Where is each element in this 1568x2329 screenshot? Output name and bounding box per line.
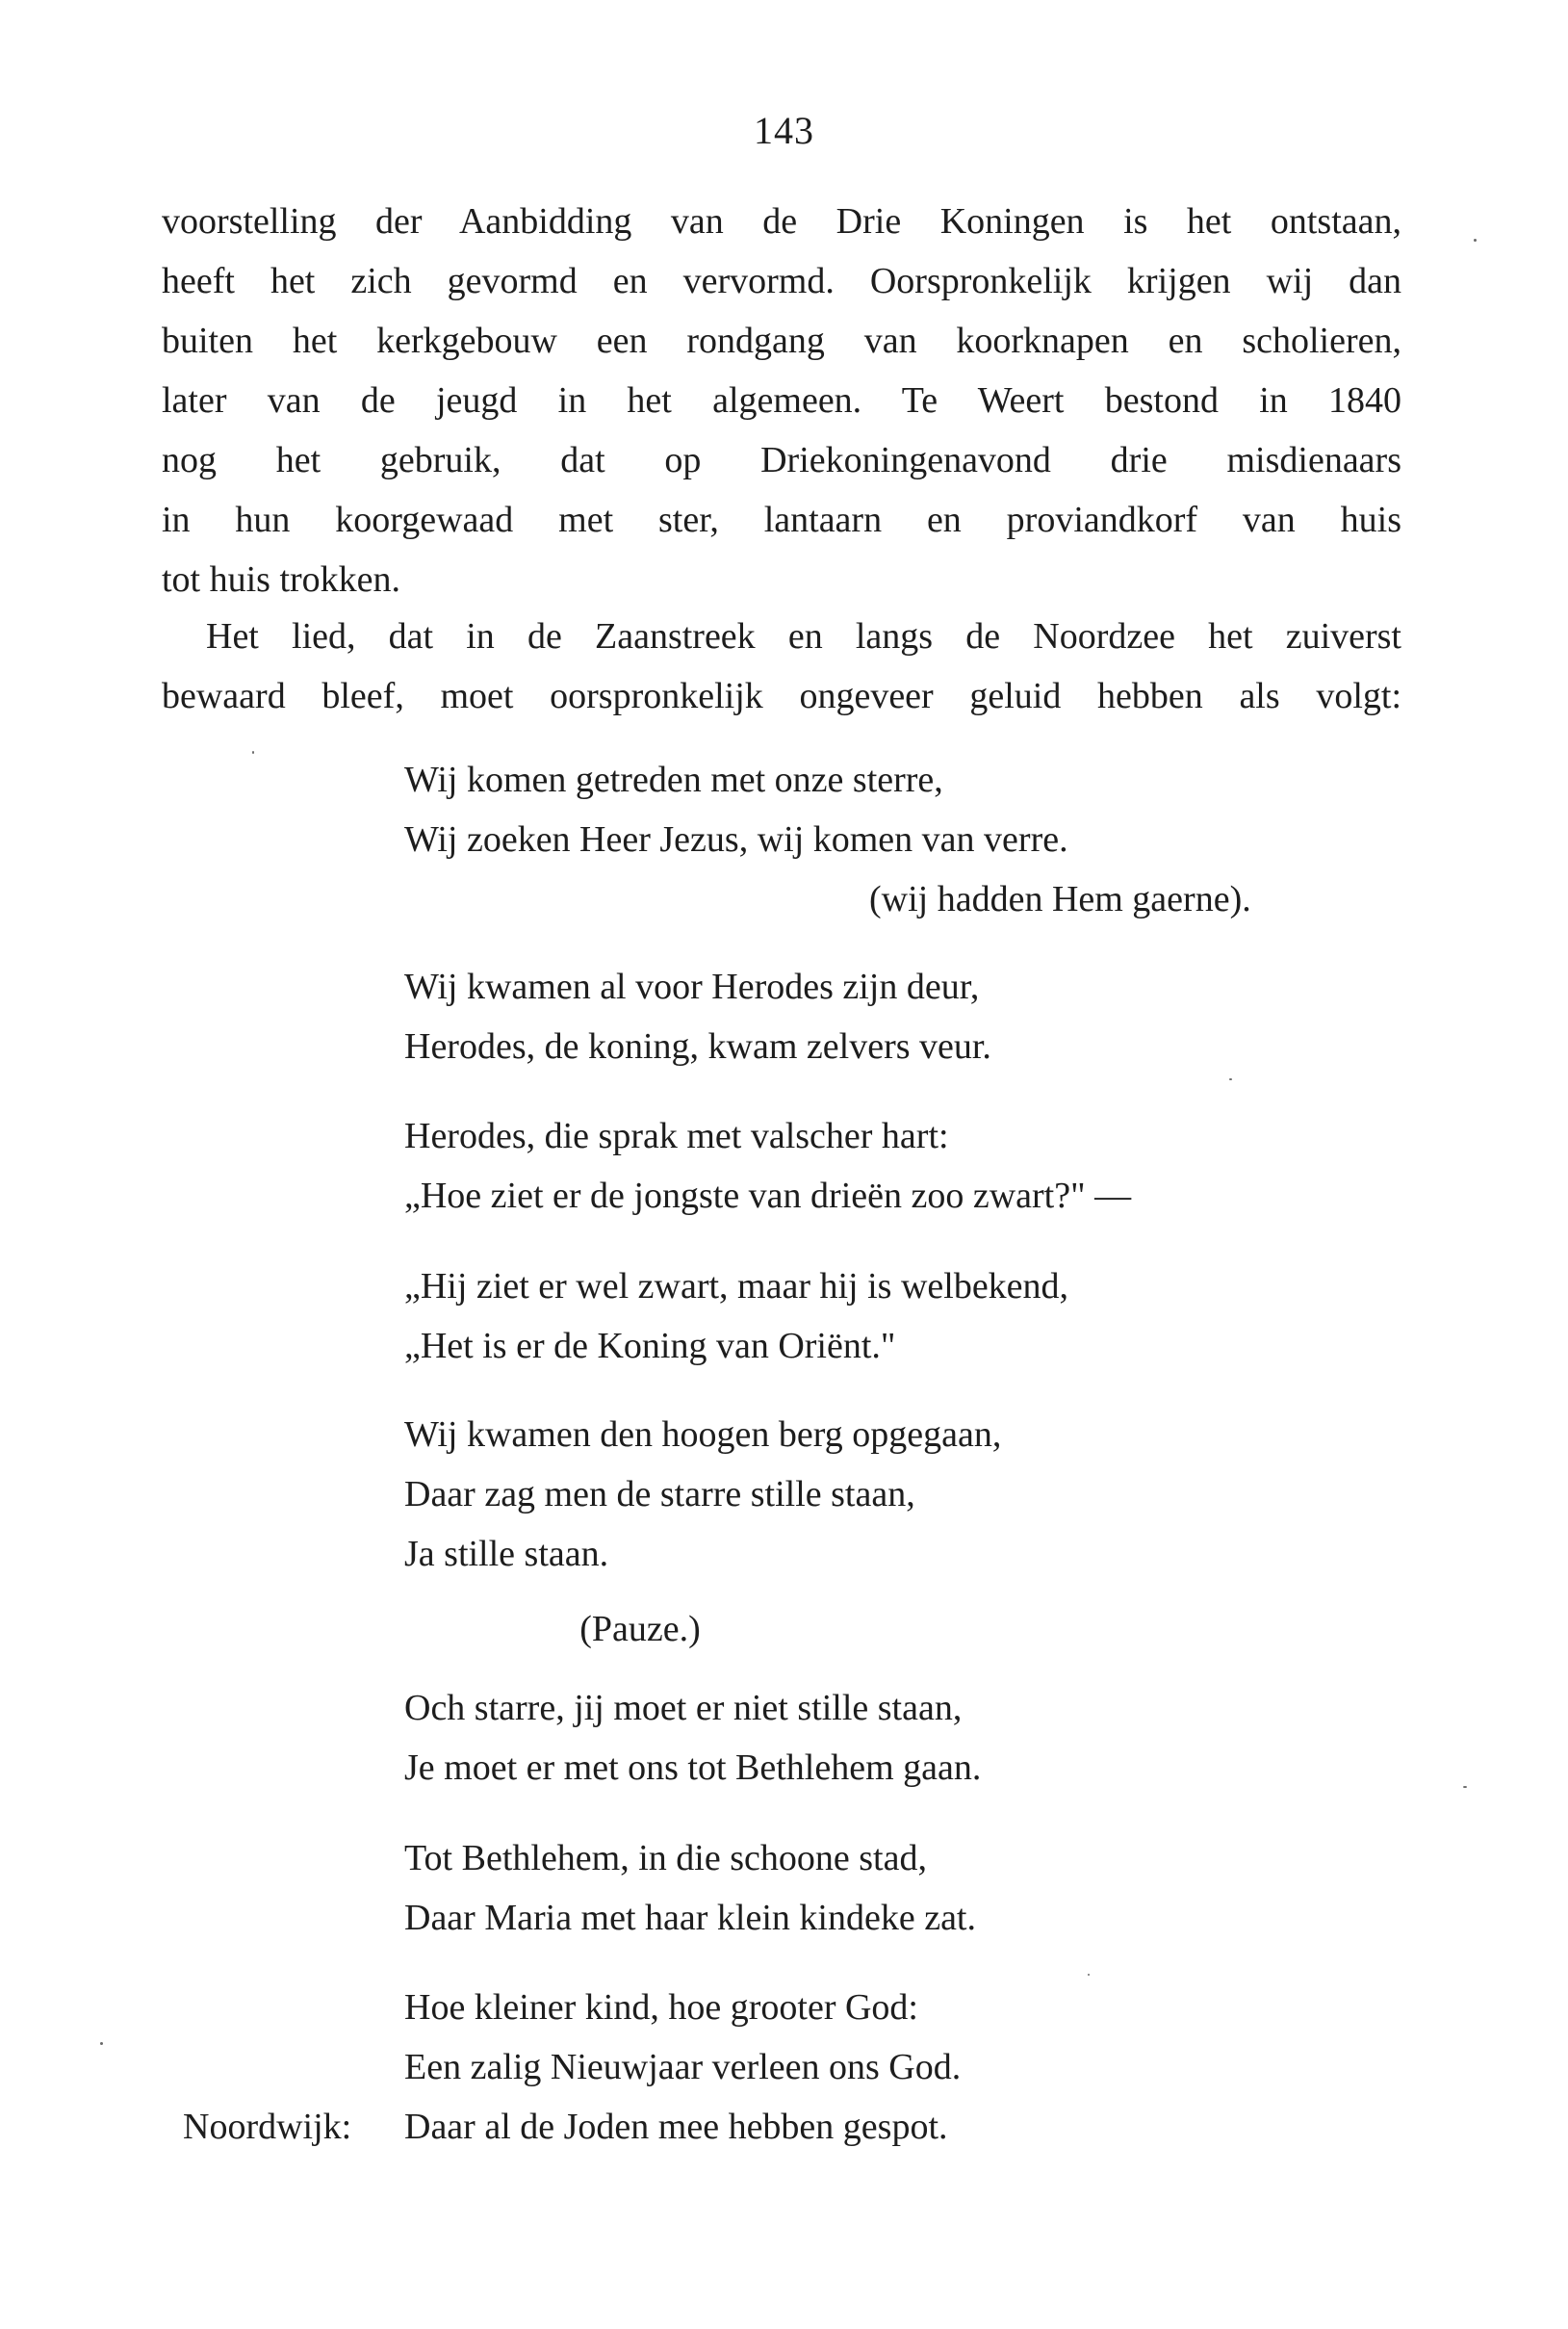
verse-line: (wij hadden Hem gaerne).	[869, 879, 1251, 919]
verse-line: Wij kwamen den hoogen berg opgegaan,	[404, 1414, 1002, 1455]
text-line: bewaard bleef, moet oorspronkelijk ongeveer geluid hebben als volgt:	[162, 676, 1401, 716]
verse-line: Ja stille staan.	[404, 1534, 609, 1574]
verse-line: Och starre, jij moet er niet stille staan,	[404, 1688, 963, 1728]
variant-line: Daar al de Joden mee hebben gespot.	[404, 2107, 948, 2147]
text-line: heeft het zich gevormd en vervormd. Oorspronkelijk krijgen wij dan	[162, 261, 1401, 301]
pause-direction: (Pauze.)	[579, 1609, 701, 1649]
verse-line: Daar Maria met haar klein kindeke zat.	[404, 1898, 976, 1938]
text-line: nog het gebruik, dat op Driekoningenavond drie misdienaars	[162, 440, 1401, 480]
verse-line: „Het is er de Koning van Oriënt."	[404, 1326, 896, 1366]
text-line: buiten het kerkgebouw een rondgang van koorknapen en scholieren,	[162, 321, 1401, 361]
text-line: later van de jeugd in het algemeen. Te Weert bestond in 1840	[162, 380, 1401, 421]
scan-speck	[100, 2042, 103, 2045]
verse-line: Een zalig Nieuwjaar verleen ons God.	[404, 2047, 962, 2087]
text-line: tot huis trokken.	[162, 559, 401, 600]
scan-speck	[1463, 1786, 1467, 1788]
verse-line: „Hoe ziet er de jongste van drieën zoo zwart?" —	[404, 1176, 1132, 1216]
verse-line: Wij zoeken Heer Jezus, wij komen van verre.	[404, 819, 1068, 860]
verse-line: Je moet er met ons tot Bethlehem gaan.	[404, 1747, 982, 1788]
verse-line: „Hij ziet er wel zwart, maar hij is welbekend,	[404, 1266, 1069, 1307]
song	[404, 0, 1367, 2329]
verse-line: Herodes, de koning, kwam zelvers veur.	[404, 1026, 991, 1067]
verse-line: Tot Bethlehem, in die schoone stad,	[404, 1838, 927, 1878]
page-number: 143	[754, 109, 814, 152]
verse-line: Hoe kleiner kind, hoe grooter God:	[404, 1987, 918, 2028]
scan-speck	[1088, 1974, 1090, 1976]
verse-line: Daar zag men de starre stille staan,	[404, 1474, 915, 1514]
text-line: Het lied, dat in de Zaanstreek en langs de Noordzee het zuiverst	[206, 616, 1401, 657]
variant-label: Noordwijk:	[183, 2107, 352, 2147]
scan-speck	[252, 751, 254, 754]
verse-line: Herodes, die sprak met valscher hart:	[404, 1116, 949, 1156]
verse-line: Wij komen getreden met onze sterre,	[404, 760, 943, 800]
text-line: voorstelling der Aanbidding van de Drie Koningen is het ontstaan,	[162, 201, 1401, 242]
text-line: in hun koorgewaad met ster, lantaarn en proviandkorf van huis	[162, 500, 1401, 540]
scan-speck	[1229, 1078, 1232, 1080]
scan-speck	[1474, 239, 1477, 242]
verse-line: Wij kwamen al voor Herodes zijn deur,	[404, 967, 980, 1007]
